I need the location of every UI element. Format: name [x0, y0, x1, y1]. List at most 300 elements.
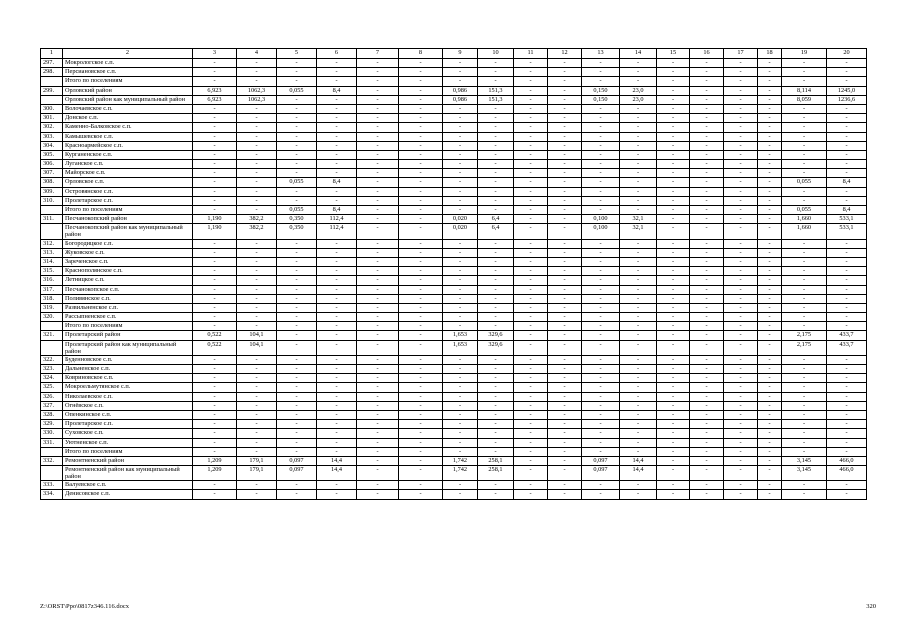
value-cell: -: [514, 447, 548, 456]
value-cell: -: [443, 401, 478, 410]
value-cell: -: [317, 276, 357, 285]
value-cell: 6,4: [478, 215, 514, 224]
value-cell: -: [399, 123, 443, 132]
value-cell: -: [548, 178, 582, 187]
row-number: 308.: [41, 178, 63, 187]
value-cell: -: [478, 355, 514, 364]
value-cell: -: [548, 322, 582, 331]
value-cell: -: [193, 303, 237, 312]
row-number: 325.: [41, 383, 63, 392]
value-cell: -: [620, 239, 657, 248]
value-cell: -: [357, 187, 399, 196]
value-cell: -: [724, 429, 758, 438]
value-cell: -: [237, 239, 277, 248]
value-cell: -: [690, 466, 724, 481]
value-cell: -: [620, 276, 657, 285]
value-cell: -: [193, 59, 237, 68]
value-cell: -: [277, 68, 317, 77]
value-cell: -: [582, 187, 620, 196]
value-cell: 466,0: [827, 456, 867, 465]
value-cell: -: [827, 383, 867, 392]
row-name: Курганенское с.п.: [63, 150, 193, 159]
row-name: Зареченское с.п.: [63, 257, 193, 266]
value-cell: -: [827, 123, 867, 132]
value-cell: -: [357, 331, 399, 340]
value-cell: -: [193, 77, 237, 86]
value-cell: -: [317, 59, 357, 68]
value-cell: -: [317, 239, 357, 248]
row-number: 304.: [41, 141, 63, 150]
value-cell: -: [478, 490, 514, 499]
value-cell: -: [758, 141, 782, 150]
table-row: [41, 123, 867, 132]
value-cell: -: [582, 420, 620, 429]
value-cell: -: [317, 123, 357, 132]
table-row: [41, 132, 867, 141]
value-cell: -: [657, 196, 690, 205]
value-cell: -: [548, 132, 582, 141]
value-cell: -: [357, 383, 399, 392]
value-cell: -: [514, 215, 548, 224]
value-cell: -: [657, 313, 690, 322]
table-row: [41, 239, 867, 248]
value-cell: -: [724, 239, 758, 248]
value-cell: 8,4: [827, 206, 867, 215]
value-cell: -: [514, 322, 548, 331]
value-cell: -: [620, 257, 657, 266]
value-cell: -: [193, 187, 237, 196]
value-cell: -: [827, 420, 867, 429]
value-cell: -: [193, 383, 237, 392]
table-row: [41, 224, 867, 239]
value-cell: -: [548, 114, 582, 123]
value-cell: -: [690, 365, 724, 374]
row-name: Дальненское с.п.: [63, 365, 193, 374]
value-cell: -: [317, 401, 357, 410]
value-cell: -: [478, 267, 514, 276]
value-cell: -: [782, 68, 827, 77]
value-cell: -: [548, 150, 582, 159]
value-cell: -: [357, 86, 399, 95]
value-cell: -: [548, 340, 582, 355]
value-cell: -: [620, 141, 657, 150]
value-cell: -: [277, 429, 317, 438]
value-cell: -: [237, 294, 277, 303]
value-cell: -: [620, 420, 657, 429]
value-cell: -: [193, 178, 237, 187]
value-cell: 0,055: [277, 178, 317, 187]
table-row: [41, 481, 867, 490]
value-cell: -: [478, 365, 514, 374]
value-cell: -: [357, 132, 399, 141]
row-name: Донское с.п.: [63, 114, 193, 123]
column-header: 11: [514, 49, 548, 59]
value-cell: 0,055: [782, 206, 827, 215]
value-cell: -: [758, 114, 782, 123]
value-cell: 14,4: [620, 466, 657, 481]
value-cell: -: [724, 438, 758, 447]
value-cell: -: [277, 303, 317, 312]
column-header: 12: [548, 49, 582, 59]
value-cell: -: [827, 169, 867, 178]
value-cell: -: [782, 160, 827, 169]
value-cell: -: [690, 267, 724, 276]
value-cell: -: [690, 95, 724, 104]
value-cell: -: [657, 374, 690, 383]
value-cell: -: [657, 59, 690, 68]
value-cell: -: [193, 322, 237, 331]
value-cell: -: [443, 123, 478, 132]
row-number: 323.: [41, 365, 63, 374]
value-cell: 0,055: [277, 206, 317, 215]
value-cell: -: [193, 392, 237, 401]
row-name: Ремонтненский район: [63, 456, 193, 465]
value-cell: 382,2: [237, 215, 277, 224]
value-cell: -: [237, 169, 277, 178]
value-cell: -: [620, 294, 657, 303]
column-header: 2: [63, 49, 193, 59]
value-cell: -: [277, 77, 317, 86]
value-cell: -: [399, 141, 443, 150]
value-cell: 0,097: [277, 466, 317, 481]
value-cell: -: [758, 303, 782, 312]
value-cell: -: [399, 276, 443, 285]
value-cell: -: [237, 132, 277, 141]
value-cell: -: [827, 355, 867, 364]
value-cell: -: [317, 429, 357, 438]
value-cell: -: [399, 322, 443, 331]
value-cell: -: [478, 114, 514, 123]
value-cell: -: [724, 340, 758, 355]
value-cell: 1,660: [782, 215, 827, 224]
value-cell: -: [443, 447, 478, 456]
value-cell: 0,097: [277, 456, 317, 465]
value-cell: -: [582, 169, 620, 178]
value-cell: -: [782, 248, 827, 257]
value-cell: -: [443, 276, 478, 285]
value-cell: -: [782, 59, 827, 68]
row-number: 333.: [41, 481, 63, 490]
value-cell: -: [443, 429, 478, 438]
value-cell: -: [399, 169, 443, 178]
value-cell: -: [317, 294, 357, 303]
value-cell: 0,150: [582, 95, 620, 104]
value-cell: -: [277, 248, 317, 257]
row-number: 322.: [41, 355, 63, 364]
value-cell: -: [690, 276, 724, 285]
row-name: Ремонтненский район как муниципальный район: [63, 466, 193, 481]
value-cell: 32,1: [620, 224, 657, 239]
value-cell: -: [514, 340, 548, 355]
value-cell: -: [317, 374, 357, 383]
value-cell: -: [724, 160, 758, 169]
row-name: Орловский район как муниципальный район: [63, 95, 193, 104]
value-cell: -: [657, 104, 690, 113]
value-cell: -: [548, 276, 582, 285]
column-header: 8: [399, 49, 443, 59]
table-row: [41, 104, 867, 113]
value-cell: -: [690, 420, 724, 429]
value-cell: -: [724, 355, 758, 364]
value-cell: -: [237, 383, 277, 392]
table-row: [41, 215, 867, 224]
value-cell: -: [657, 224, 690, 239]
row-number: 309.: [41, 187, 63, 196]
value-cell: -: [514, 374, 548, 383]
value-cell: -: [657, 178, 690, 187]
value-cell: -: [724, 420, 758, 429]
row-number: 312.: [41, 239, 63, 248]
value-cell: -: [758, 429, 782, 438]
value-cell: -: [399, 132, 443, 141]
value-cell: -: [758, 215, 782, 224]
value-cell: -: [657, 206, 690, 215]
value-cell: -: [237, 187, 277, 196]
value-cell: -: [582, 114, 620, 123]
value-cell: -: [657, 68, 690, 77]
value-cell: -: [657, 322, 690, 331]
row-name: Песчанокопский район как муниципальный район: [63, 224, 193, 239]
value-cell: -: [277, 340, 317, 355]
value-cell: -: [514, 267, 548, 276]
value-cell: 1245,0: [827, 86, 867, 95]
value-cell: -: [237, 104, 277, 113]
value-cell: -: [514, 481, 548, 490]
table-row: [41, 313, 867, 322]
value-cell: -: [317, 410, 357, 419]
value-cell: -: [724, 267, 758, 276]
table-row: [41, 68, 867, 77]
value-cell: -: [317, 196, 357, 205]
table-row: [41, 401, 867, 410]
value-cell: -: [657, 410, 690, 419]
value-cell: -: [827, 267, 867, 276]
row-number: [41, 340, 63, 355]
value-cell: -: [317, 150, 357, 159]
row-number: 307.: [41, 169, 63, 178]
value-cell: -: [357, 95, 399, 104]
row-number: 305.: [41, 150, 63, 159]
value-cell: -: [514, 410, 548, 419]
value-cell: -: [827, 481, 867, 490]
value-cell: -: [657, 456, 690, 465]
value-cell: -: [758, 169, 782, 178]
value-cell: -: [827, 196, 867, 205]
value-cell: -: [317, 340, 357, 355]
value-cell: -: [758, 294, 782, 303]
value-cell: -: [582, 77, 620, 86]
value-cell: -: [237, 123, 277, 132]
value-cell: -: [548, 466, 582, 481]
value-cell: -: [317, 77, 357, 86]
value-cell: 6,923: [193, 95, 237, 104]
row-number: 313.: [41, 248, 63, 257]
row-number: [41, 206, 63, 215]
value-cell: -: [514, 224, 548, 239]
value-cell: -: [317, 303, 357, 312]
value-cell: -: [478, 257, 514, 266]
value-cell: -: [277, 150, 317, 159]
value-cell: -: [357, 303, 399, 312]
value-cell: -: [724, 196, 758, 205]
value-cell: -: [357, 466, 399, 481]
value-cell: -: [758, 150, 782, 159]
row-number: 327.: [41, 401, 63, 410]
value-cell: -: [193, 169, 237, 178]
value-cell: -: [657, 401, 690, 410]
value-cell: -: [758, 248, 782, 257]
value-cell: 0,150: [582, 86, 620, 95]
value-cell: 14,4: [317, 456, 357, 465]
value-cell: -: [827, 77, 867, 86]
value-cell: -: [690, 248, 724, 257]
value-cell: -: [193, 257, 237, 266]
value-cell: -: [724, 132, 758, 141]
value-cell: -: [478, 313, 514, 322]
row-name: Пролетарское с.п.: [63, 420, 193, 429]
value-cell: -: [237, 392, 277, 401]
value-cell: 1,209: [193, 456, 237, 465]
value-cell: -: [317, 331, 357, 340]
value-cell: -: [782, 169, 827, 178]
value-cell: -: [827, 276, 867, 285]
value-cell: -: [399, 355, 443, 364]
value-cell: -: [827, 114, 867, 123]
row-number: 326.: [41, 392, 63, 401]
value-cell: -: [357, 490, 399, 499]
value-cell: -: [443, 285, 478, 294]
value-cell: -: [443, 355, 478, 364]
value-cell: 1,209: [193, 466, 237, 481]
value-cell: 8,4: [317, 206, 357, 215]
value-cell: -: [478, 481, 514, 490]
value-cell: 0,097: [582, 466, 620, 481]
value-cell: -: [690, 383, 724, 392]
value-cell: -: [724, 303, 758, 312]
value-cell: -: [690, 206, 724, 215]
value-cell: -: [724, 490, 758, 499]
table-row: [41, 160, 867, 169]
value-cell: 329,6: [478, 340, 514, 355]
value-cell: -: [237, 447, 277, 456]
value-cell: -: [582, 239, 620, 248]
row-name: Уютненское с.п.: [63, 438, 193, 447]
value-cell: -: [620, 490, 657, 499]
value-cell: 8,114: [782, 86, 827, 95]
value-cell: 0,020: [443, 215, 478, 224]
value-cell: -: [478, 141, 514, 150]
value-cell: -: [724, 285, 758, 294]
table-row: [41, 285, 867, 294]
value-cell: -: [237, 141, 277, 150]
table-row: [41, 383, 867, 392]
row-name: Мокроельмутянское с.п.: [63, 383, 193, 392]
value-cell: -: [782, 294, 827, 303]
value-cell: -: [193, 481, 237, 490]
value-cell: -: [514, 95, 548, 104]
value-cell: -: [399, 456, 443, 465]
value-cell: -: [690, 150, 724, 159]
value-cell: -: [724, 104, 758, 113]
value-cell: 1,653: [443, 331, 478, 340]
value-cell: -: [582, 355, 620, 364]
value-cell: -: [724, 150, 758, 159]
value-cell: -: [657, 248, 690, 257]
column-header: 10: [478, 49, 514, 59]
column-header: 14: [620, 49, 657, 59]
value-cell: -: [582, 206, 620, 215]
row-name: Летницкое с.п.: [63, 276, 193, 285]
row-name: Пролетарское с.п.: [63, 196, 193, 205]
value-cell: -: [620, 313, 657, 322]
value-cell: -: [657, 420, 690, 429]
value-cell: -: [277, 141, 317, 150]
value-cell: -: [758, 123, 782, 132]
value-cell: -: [724, 114, 758, 123]
value-cell: -: [548, 123, 582, 132]
value-cell: -: [582, 196, 620, 205]
value-cell: -: [357, 169, 399, 178]
row-name: Опенкинское с.п.: [63, 410, 193, 419]
value-cell: -: [193, 123, 237, 132]
row-number: [41, 224, 63, 239]
value-cell: -: [478, 187, 514, 196]
value-cell: -: [514, 59, 548, 68]
value-cell: -: [582, 365, 620, 374]
value-cell: -: [548, 206, 582, 215]
value-cell: -: [657, 114, 690, 123]
row-number: 334.: [41, 490, 63, 499]
value-cell: -: [277, 132, 317, 141]
file-path-footer: Z:\ORST\Ppo\0817z346.116.docx: [40, 603, 129, 610]
column-header: 13: [582, 49, 620, 59]
value-cell: -: [443, 132, 478, 141]
value-cell: 8,4: [827, 178, 867, 187]
value-cell: -: [657, 490, 690, 499]
value-cell: -: [237, 401, 277, 410]
value-cell: -: [514, 285, 548, 294]
row-number: 317.: [41, 285, 63, 294]
row-number: [41, 447, 63, 456]
value-cell: -: [758, 490, 782, 499]
value-cell: -: [399, 466, 443, 481]
value-cell: -: [317, 257, 357, 266]
value-cell: -: [782, 303, 827, 312]
value-cell: -: [782, 104, 827, 113]
value-cell: -: [582, 150, 620, 159]
column-header: 20: [827, 49, 867, 59]
value-cell: -: [399, 248, 443, 257]
value-cell: -: [237, 322, 277, 331]
value-cell: -: [277, 365, 317, 374]
value-cell: 112,4: [317, 215, 357, 224]
value-cell: -: [193, 239, 237, 248]
value-cell: -: [690, 355, 724, 364]
value-cell: -: [277, 438, 317, 447]
value-cell: -: [758, 132, 782, 141]
table-row: [41, 490, 867, 499]
value-cell: -: [478, 248, 514, 257]
value-cell: -: [620, 206, 657, 215]
value-cell: -: [582, 303, 620, 312]
value-cell: 1,742: [443, 466, 478, 481]
value-cell: -: [620, 68, 657, 77]
row-name: Богородицкое с.п.: [63, 239, 193, 248]
row-name: Денисовское с.п.: [63, 490, 193, 499]
value-cell: -: [827, 68, 867, 77]
value-cell: -: [399, 383, 443, 392]
value-cell: -: [827, 248, 867, 257]
